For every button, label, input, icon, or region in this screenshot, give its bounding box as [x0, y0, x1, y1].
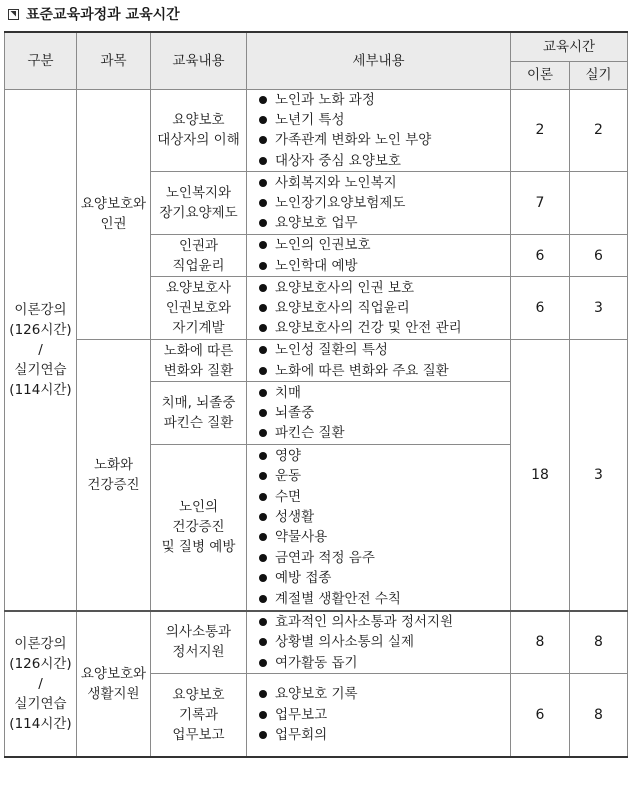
practice-hours-cell: 8 [570, 611, 628, 674]
theory-hours-cell: 6 [511, 235, 570, 277]
detail-item: 운동 [257, 466, 510, 486]
theory-hours-cell: 7 [511, 172, 570, 235]
content-line: 인권과 [178, 237, 219, 254]
category-line: / [38, 675, 43, 692]
detail-item: 요양보호사의 직업윤리 [257, 298, 510, 318]
subject-cell [77, 89, 151, 340]
theory-hours-cell: 2 [511, 89, 570, 172]
detail-item: 요양보호 기록 [257, 684, 510, 704]
category-line: / [38, 341, 43, 358]
content-line: 노인의 [178, 499, 219, 516]
content-line: 정서지원 [172, 644, 225, 661]
category-line: (114시간) [9, 381, 72, 398]
practice-hours-cell [570, 172, 628, 235]
content-line: 업무보고 [172, 726, 225, 743]
detail-cell [247, 235, 511, 277]
detail-item: 요양보호사의 인권 보호 [257, 278, 510, 298]
header-hours: 교육시간 [511, 32, 628, 61]
detail-item: 상황별 의사소통의 실제 [257, 632, 510, 652]
content-cell [151, 445, 247, 611]
theory-hours-cell: 6 [511, 674, 570, 757]
detail-item: 요양보호사의 건강 및 안전 관리 [257, 318, 510, 338]
detail-item: 사회복지와 노인복지 [257, 173, 510, 193]
content-line: 치매, 뇌졸중 [161, 395, 236, 412]
checkbox-square-icon [8, 9, 19, 20]
content-line: 요양보호 [172, 112, 225, 129]
detail-cell [247, 445, 511, 611]
content-line: 노화에 따른 [163, 342, 234, 359]
curriculum-body [5, 89, 628, 757]
content-line: 요양보호사 [165, 280, 232, 297]
practice-hours-cell: 2 [570, 89, 628, 172]
content-line: 요양보호 [172, 686, 225, 703]
content-line: 대상자의 이해 [157, 132, 240, 149]
subject-line: 인권 [100, 216, 127, 233]
detail-item: 노인과 노화 과정 [257, 90, 510, 110]
table-row [5, 89, 628, 172]
detail-item: 대상자 중심 요양보호 [257, 151, 510, 171]
detail-list [257, 278, 510, 339]
category-line: 이론강의 [14, 635, 67, 652]
detail-item: 요양보호 업무 [257, 213, 510, 233]
header-detail: 세부내용 [247, 32, 511, 89]
detail-item: 영양 [257, 446, 510, 466]
detail-item: 노인성 질환의 특성 [257, 340, 510, 360]
category-cell [5, 89, 77, 611]
detail-item: 성생활 [257, 507, 510, 527]
subject-line: 건강증진 [87, 476, 140, 493]
detail-list [257, 235, 510, 276]
detail-item: 효과적인 의사소통과 정서지원 [257, 612, 510, 632]
detail-list [257, 90, 510, 172]
detail-list [257, 340, 510, 381]
detail-list [257, 383, 510, 444]
detail-item: 노인학대 예방 [257, 256, 510, 276]
detail-item: 뇌졸중 [257, 403, 510, 423]
detail-item: 약물사용 [257, 527, 510, 547]
practice-hours-cell: 3 [570, 340, 628, 611]
content-cell [151, 382, 247, 445]
practice-hours-cell: 8 [570, 674, 628, 757]
detail-item: 수면 [257, 487, 510, 507]
practice-hours-cell: 3 [570, 277, 628, 340]
header-subject: 과목 [77, 32, 151, 89]
subject-cell [77, 340, 151, 611]
detail-cell [247, 674, 511, 757]
section-title [8, 4, 180, 24]
table-row [5, 611, 628, 674]
theory-hours-cell: 8 [511, 611, 570, 674]
category-line: 실기연습 [14, 361, 67, 378]
detail-cell [247, 382, 511, 445]
content-line: 변화와 질환 [163, 362, 234, 379]
table-row [5, 340, 628, 382]
detail-item: 예방 접종 [257, 568, 510, 588]
content-line: 직업윤리 [172, 257, 225, 274]
detail-list [257, 446, 510, 609]
content-line: 의사소통과 [165, 624, 232, 641]
detail-cell [247, 611, 511, 674]
category-line: 이론강의 [14, 301, 67, 318]
subject-line: 노화와 [93, 456, 134, 473]
content-cell [151, 674, 247, 757]
content-line: 장기요양제도 [159, 205, 238, 222]
category-line: 실기연습 [14, 695, 67, 712]
header-practice: 실기 [570, 61, 628, 89]
detail-item: 금연과 적정 음주 [257, 548, 510, 568]
subject-line: 생활지원 [87, 685, 140, 702]
detail-item: 치매 [257, 383, 510, 403]
content-line: 인권보호와 [165, 300, 232, 317]
category-line: (114시간) [9, 715, 72, 732]
subject-line: 요양보호와 [80, 665, 147, 682]
detail-item: 노화에 따른 변화와 주요 질환 [257, 361, 510, 381]
detail-item: 노인의 인권보호 [257, 235, 510, 255]
content-cell [151, 340, 247, 382]
practice-hours-cell: 6 [570, 235, 628, 277]
detail-item: 업무회의 [257, 725, 510, 745]
detail-item: 가족관계 변화와 노인 부양 [257, 130, 510, 150]
theory-hours-cell: 18 [511, 340, 570, 611]
content-cell [151, 235, 247, 277]
detail-list [257, 173, 510, 234]
content-line: 건강증진 [172, 519, 225, 536]
content-cell [151, 611, 247, 674]
detail-item: 여가활동 돕기 [257, 653, 510, 673]
content-line: 노인복지와 [165, 185, 232, 202]
category-line: (126시간) [9, 655, 72, 672]
category-cell [5, 611, 77, 757]
subject-line: 요양보호와 [80, 196, 147, 213]
detail-list [257, 612, 510, 673]
content-line: 및 질병 예방 [161, 539, 236, 556]
header-theory: 이론 [511, 61, 570, 89]
detail-cell [247, 340, 511, 382]
content-cell [151, 89, 247, 172]
header-category: 구분 [5, 32, 77, 89]
content-cell [151, 277, 247, 340]
category-line: (126시간) [9, 321, 72, 338]
detail-item: 업무보고 [257, 705, 510, 725]
detail-item: 계절별 생활안전 수칙 [257, 589, 510, 609]
subject-cell [77, 611, 151, 757]
curriculum-table [4, 31, 628, 758]
detail-cell [247, 89, 511, 172]
detail-item: 노년기 특성 [257, 110, 510, 130]
header-content: 교육내용 [151, 32, 247, 89]
detail-list [257, 684, 510, 745]
detail-item: 파킨슨 질환 [257, 423, 510, 443]
content-line: 자기계발 [172, 320, 225, 337]
content-cell [151, 172, 247, 235]
content-line: 파킨슨 질환 [163, 415, 234, 432]
content-line: 기록과 [178, 706, 219, 723]
detail-cell [247, 277, 511, 340]
theory-hours-cell: 6 [511, 277, 570, 340]
detail-cell [247, 172, 511, 235]
detail-item: 노인장기요양보험제도 [257, 193, 510, 213]
section-title-text: 표준교육과정과 교육시간 [26, 7, 180, 23]
